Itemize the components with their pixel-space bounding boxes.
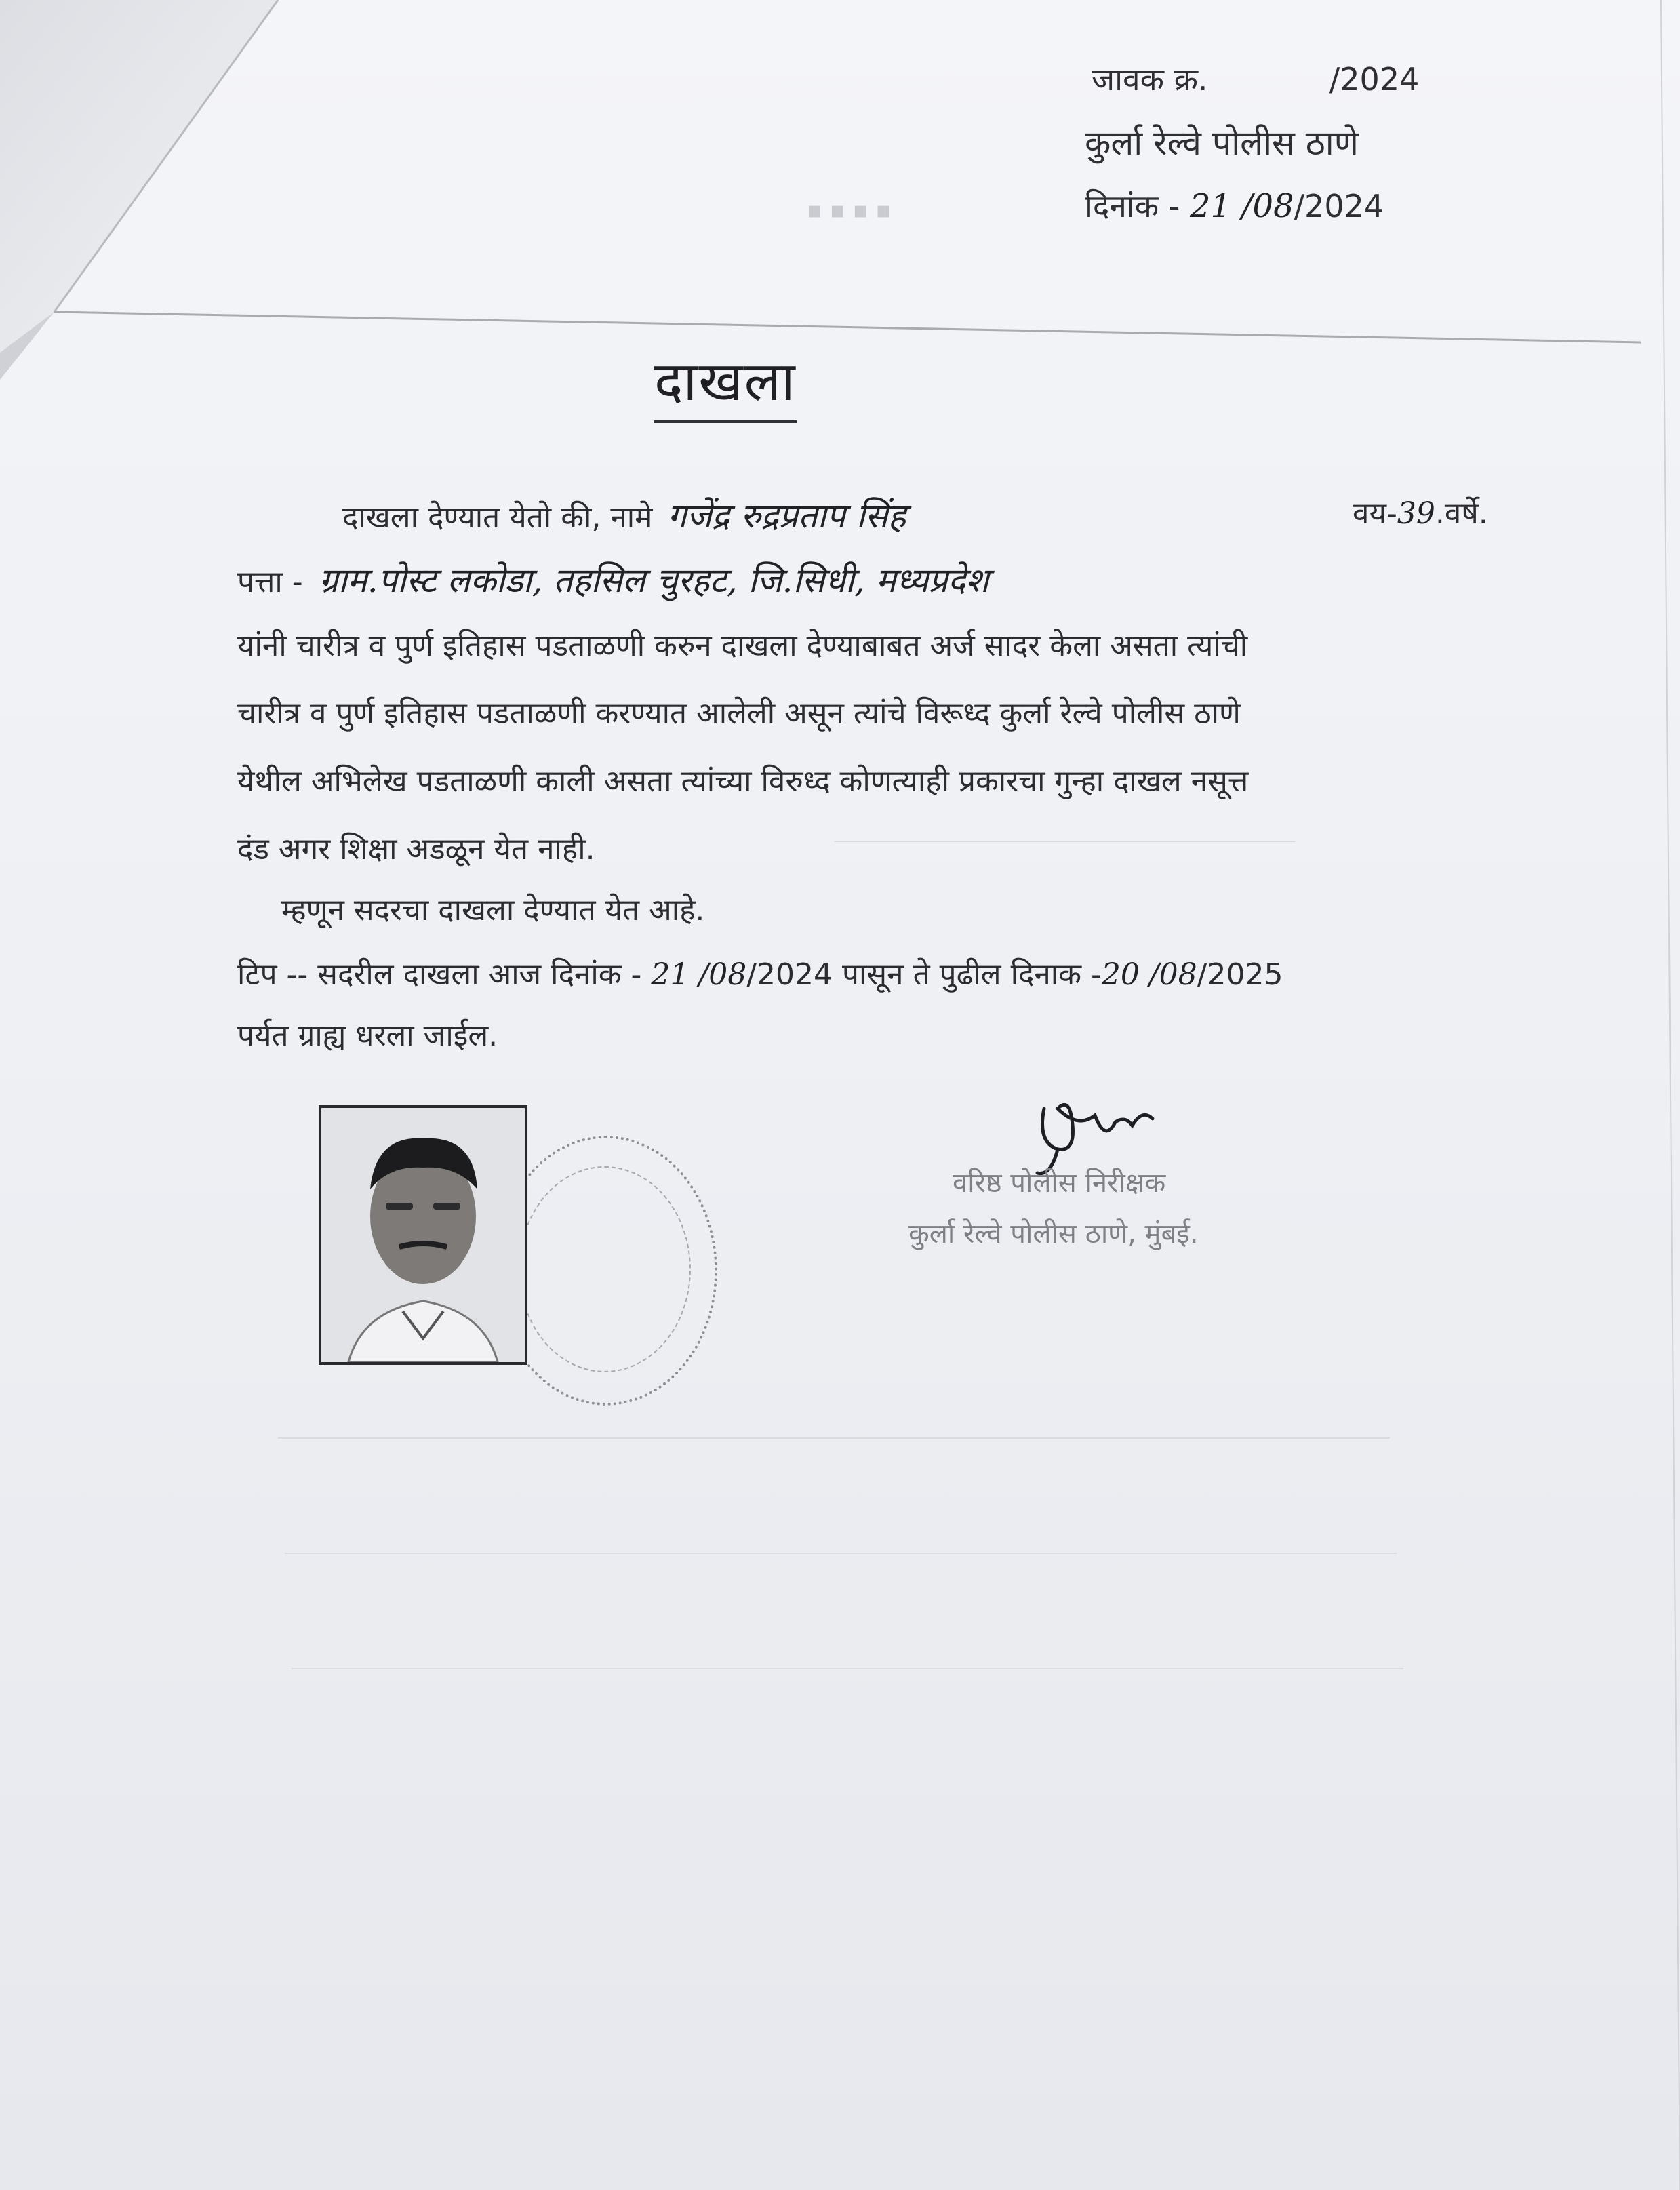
note-prefix: टिप -- सदरील दाखला आज दिनांक - [237,957,642,992]
note-date-from-year: /2024 [746,957,833,992]
applicant-photo [319,1105,527,1365]
signatory-title: वरिष्ठ पोलीस निरीक्षक [953,1168,1166,1199]
ghost-line [292,1668,1403,1669]
applicant-age [1353,492,1488,532]
reference-year: /2024 [1329,61,1420,98]
body-line-1 [342,492,906,538]
note-date-to: 20 /08 [1101,957,1197,992]
age-suffix: .वर्षे. [1435,496,1488,531]
ghost-line [285,1553,1397,1554]
station-name: कुर्ला रेल्वे पोलीस ठाणे [1085,123,1359,163]
date-handwritten: 21 /08 [1189,187,1294,225]
address-line [237,556,988,602]
validity-note [237,953,1283,993]
applicant-address: ग्राम.पोस्ट लकोडा, तहसिल चुरहट, जि.सिधी, मध्यप्रदेश [319,561,989,600]
document-title: दाखला [654,342,797,423]
signatory-office: कुर्ला रेल्वे पोलीस ठाणे, मुंबई. [908,1218,1199,1250]
issue-date [1085,184,1384,226]
note-end: पर्यत ग्राह्य धरला जाईल. [237,1018,498,1053]
applicant-name: गजेंद्र रुद्रप्रताप सिंह [667,496,906,536]
body-line-4: चारीत्र व पुर्ण इतिहास पडताळणी करण्यात आलेली असून त्यांचे विरूध्द कुर्ला रेल्वे पोलीस ठाणे [237,696,1241,731]
person-photo-icon [321,1108,525,1362]
body-line-1-prefix: दाखला देण्यात येतो की, नामे [342,500,653,535]
age-handwritten: 39 [1397,496,1435,531]
body-line-5: येथील अभिलेख पडताळणी काली असता त्यांच्या विरुध्द कोणत्याही प्रकारचा गुन्हा दाखल नसूत्त [237,764,1249,799]
reference-label: जावक क्र. [1092,61,1208,98]
ghost-line [834,841,1295,842]
date-year: /2024 [1294,188,1384,224]
date-label: दिनांक - [1085,188,1180,224]
ghost-text: ▪ ▪ ▪ ▪ [807,197,892,224]
body-line-7: म्हणून सदरचा दाखला देण्यात येत आहे. [281,893,705,928]
note-date-from: 21 /08 [651,957,747,992]
note-middle: पासून ते पुढील दिनाक - [842,957,1102,992]
office-stamp-inner-ring [519,1166,691,1372]
body-line-6: दंड अगर शिक्षा अडळून येत नाही. [237,832,595,867]
age-prefix: वय- [1353,496,1397,531]
body-line-3: यांनी चारीत्र व पुर्ण इतिहास पडताळणी करुन दाखला देण्याबाबत अर्ज सादर केला असता त्यांची [237,629,1248,663]
address-label: पत्ता - [237,565,303,599]
ghost-line [278,1437,1390,1439]
signature-text [1031,1088,1032,1089]
reference-number [1092,58,1419,100]
note-date-to-year: /2025 [1197,957,1283,992]
